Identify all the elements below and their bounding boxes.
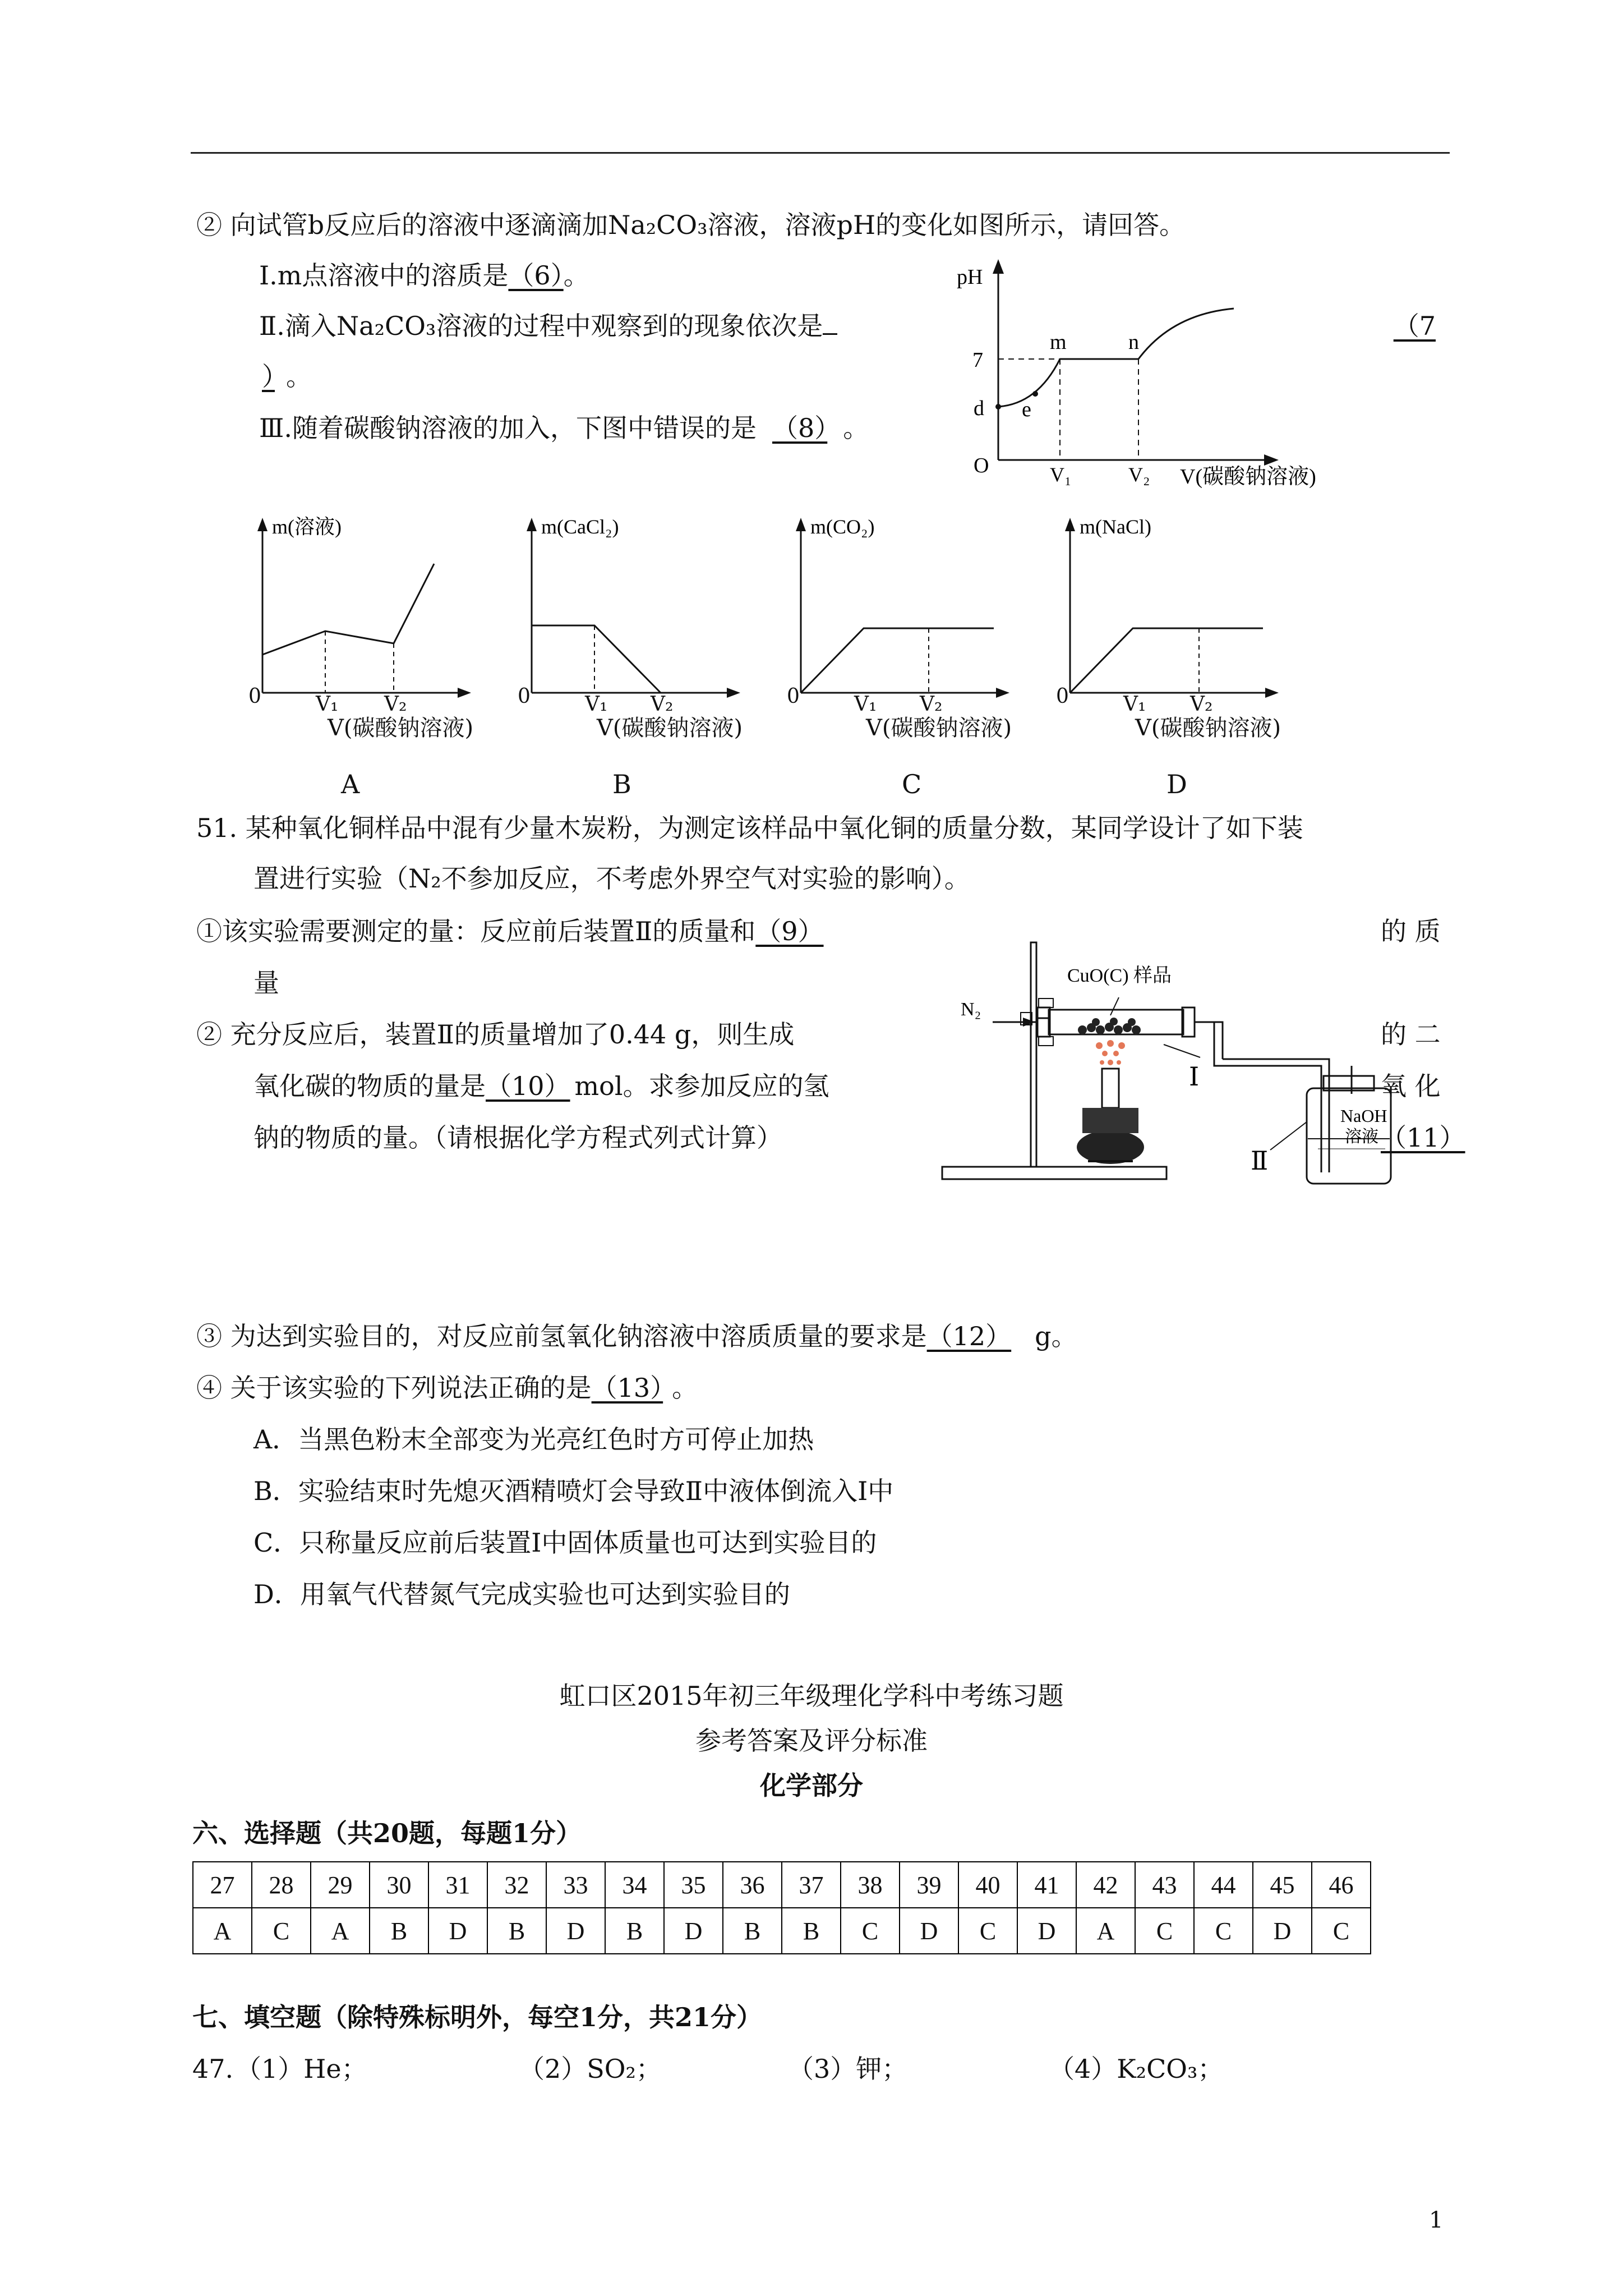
answer-table-question-number: 33: [546, 1862, 605, 1908]
q47-answer-4: （4）K₂CO₃；: [1049, 2054, 1224, 2084]
answer-table-question-number: 39: [900, 1862, 958, 1908]
q51-p1-right: 的 质: [1381, 916, 1441, 946]
graph-a-letter: A: [341, 769, 360, 799]
ph-point-d: d: [974, 397, 984, 420]
graph-a: [247, 508, 482, 710]
q51-p2-right: 的 二: [1381, 1019, 1441, 1050]
ph-origin: O: [974, 454, 989, 477]
graph-d-y-label: m(NaCl): [1080, 516, 1151, 538]
label-i: Ⅰ: [1189, 1062, 1200, 1091]
q51-p3: ③ 为达到实验目的，对反应前氢氧化钠溶液中溶质质量的要求是（12） g。: [196, 1321, 1077, 1351]
answer-table-answer-cell: D: [664, 1908, 723, 1954]
ph-tick-7: 7: [972, 348, 983, 372]
answer-table-number-row: [193, 1862, 1371, 1908]
graph-b-y-label: m(CaCl₂): [541, 516, 619, 538]
answer-table-question-number: 29: [311, 1862, 370, 1908]
answer-title-1: 虹口区2015年初三年级理化学科中考练习题: [559, 1681, 1064, 1711]
graph-c-v1: V₁: [854, 693, 877, 716]
graph-c-v2: V₂: [920, 693, 943, 716]
graph-c-origin: 0: [787, 685, 800, 708]
answer-table-answer-cell: C: [958, 1908, 1017, 1954]
answer-table-question-number: 35: [664, 1862, 723, 1908]
answer-table-answer-cell: C: [1312, 1908, 1371, 1954]
section7-heading: 七、填空题（除特殊标明外，每空1分，共21分）: [192, 2002, 763, 2032]
q50-part-ii: [259, 310, 837, 342]
graph-c: [785, 508, 1021, 710]
naoh-label: NaOH: [1340, 1106, 1387, 1126]
header-rule: [191, 152, 1450, 154]
answer-table-question-number: 30: [370, 1862, 428, 1908]
q50-i-text: Ⅰ.m点溶液中的溶质是: [259, 260, 509, 291]
q51-option-d: D．用氧气代替氮气完成实验也可达到实验目的: [253, 1579, 790, 1609]
q50-iii-text: Ⅲ.随着碳酸钠溶液的加入，下图中错误的是: [259, 413, 757, 443]
solution-label: 溶液: [1345, 1128, 1378, 1146]
q47-number: 47.: [192, 2054, 234, 2084]
answer-table-answer-cell: C: [1194, 1908, 1253, 1954]
ph-point-n: n: [1128, 330, 1139, 354]
graph-b-v2: V₂: [651, 693, 674, 716]
answer-table-question-number: 28: [252, 1862, 311, 1908]
label-ii: Ⅱ: [1251, 1147, 1269, 1175]
answer-table-answer-row: [193, 1908, 1371, 1954]
q50-part-ii-wrap: ） 。: [255, 361, 312, 392]
answer-table-question-number: 31: [428, 1862, 487, 1908]
answer-table-answer-cell: B: [782, 1908, 841, 1954]
q50-part-iii: Ⅲ.随着碳酸钠溶液的加入，下图中错误的是 （8） 。: [259, 413, 869, 443]
answer-table-answer-cell: A: [1076, 1908, 1135, 1954]
graph-d-letter: D: [1166, 769, 1187, 799]
q47-answer-2: （2）SO₂；: [519, 2054, 662, 2084]
answer-table-question-number: 42: [1076, 1862, 1135, 1908]
q51-p1: ①该实验需要测定的量：反应前后装置Ⅱ的质量和（9）: [196, 915, 865, 947]
answer-table-question-number: 46: [1312, 1862, 1371, 1908]
answer-table-question-number: 41: [1017, 1862, 1076, 1908]
q51-line1: 51. 某种氧化铜样品中混有少量木炭粉，为测定该样品中氧化铜的质量分数，某同学设计了如下装: [196, 813, 1303, 843]
ph-v2: V₂: [1128, 463, 1150, 486]
blank-10: （10）: [486, 1071, 570, 1101]
q51-p2-line3: 钠的物质的量。（请根据化学方程式列式计算）: [253, 1122, 782, 1153]
ph-x-label: V(碳酸钠溶液): [1180, 465, 1316, 489]
q47-answer-3: （3）钾；: [788, 2054, 908, 2084]
answer-title-2: 参考答案及评分标准: [695, 1726, 928, 1756]
answer-table-answer-cell: A: [193, 1908, 252, 1954]
graph-a-v1: V₁: [316, 693, 339, 716]
answer-table-question-number: 45: [1253, 1862, 1312, 1908]
answer-table-answer-cell: B: [487, 1908, 546, 1954]
graph-d-v1: V₁: [1123, 693, 1146, 716]
graph-b-origin: 0: [518, 685, 531, 708]
blank-9: （9）: [755, 916, 824, 946]
answer-table-question-number: 34: [605, 1862, 664, 1908]
ph-graph: [953, 247, 1357, 505]
blank-7-line: [823, 333, 837, 335]
graph-c-letter: C: [902, 769, 922, 799]
page-number: 1: [1429, 2207, 1444, 2233]
blank-13: （13）: [591, 1373, 663, 1403]
blank-7-right: （7: [1393, 311, 1436, 341]
q51-p2-line2: 氧化碳的物质的量是（10） mol。求参加反应的氢: [253, 1071, 829, 1101]
ph-point-m: m: [1050, 330, 1067, 354]
answer-table-answer-cell: B: [605, 1908, 664, 1954]
graph-d-v2: V₂: [1190, 693, 1213, 716]
answer-table-question-number: 44: [1194, 1862, 1253, 1908]
graph-a-v2: V₂: [384, 693, 407, 716]
answer-table-question-number: 43: [1135, 1862, 1194, 1908]
q51-p2-line2-right: 氧 化: [1381, 1071, 1441, 1101]
blank-12: （12）: [926, 1321, 1012, 1351]
section6-heading: 六、选择题（共20题，每题1分）: [192, 1818, 582, 1848]
sample-label: CuO(C) 样品: [1067, 965, 1172, 986]
n2-label: N₂: [961, 999, 981, 1020]
answer-table-answer-cell: C: [252, 1908, 311, 1954]
answer-table-answer-cell: C: [1135, 1908, 1194, 1954]
answer-table-question-number: 36: [723, 1862, 782, 1908]
answer-table-answer-cell: D: [1253, 1908, 1312, 1954]
ph-y-label: pH: [957, 265, 983, 289]
answer-table: [192, 1861, 1371, 1954]
answer-table-answer-cell: C: [841, 1908, 900, 1954]
graph-b-v1: V₁: [585, 693, 608, 716]
graph-c-y-label: m(CO₂): [810, 516, 875, 538]
answer-table-question-number: 27: [193, 1862, 252, 1908]
answer-table-question-number: 40: [958, 1862, 1017, 1908]
q51-option-c: C．只称量反应前后装置Ⅰ中固体质量也可达到实验目的: [253, 1527, 877, 1558]
q47-answer-1: （1）He；: [236, 2054, 367, 2084]
answer-table-answer-cell: D: [546, 1908, 605, 1954]
q50-part-i: Ⅰ.m点溶液中的溶质是（6）。: [259, 260, 589, 291]
q51-p4: ④ 关于该实验的下列说法正确的是（13） 。: [196, 1373, 698, 1403]
apparatus-diagram: [909, 926, 1469, 1195]
ph-v1: V₁: [1050, 463, 1072, 486]
graph-a-y-label: m(溶液): [272, 516, 342, 538]
graph-d-x-label: V(碳酸钠溶液): [1135, 715, 1281, 741]
graph-a-x-label: V(碳酸钠溶液): [328, 715, 474, 741]
blank-7-close: ）: [262, 361, 275, 392]
graph-a-origin: 0: [248, 685, 261, 708]
q51-line2: 置进行实验（N₂不参加反应，不考虑外界空气对实验的影响）。: [253, 863, 970, 894]
graph-b: [516, 508, 751, 710]
answer-table-answer-cell: A: [311, 1908, 370, 1954]
blank-8: （8）: [772, 413, 828, 443]
graph-d-origin: 0: [1056, 685, 1069, 708]
answer-table-answer-cell: B: [723, 1908, 782, 1954]
answer-table-answer-cell: D: [1017, 1908, 1076, 1954]
answer-title-3: 化学部分: [760, 1770, 863, 1801]
q51-p2: ② 充分反应后，装置Ⅱ的质量增加了0.44 g，则生成: [196, 1019, 795, 1050]
q50-intro: ② 向试管b反应后的溶液中逐滴滴加Na₂CO₃溶液，溶液pH的变化如图所示，请回答。: [196, 210, 1186, 240]
q51-option-b: B．实验结束时先熄灭酒精喷灯会导致Ⅱ中液体倒流入Ⅰ中: [253, 1476, 894, 1506]
answer-table-answer-cell: D: [900, 1908, 958, 1954]
q51-option-a: A．当黑色粉末全部变为光亮红色时方可停止加热: [253, 1424, 814, 1455]
graph-d: [1054, 508, 1290, 710]
blank-11: （11）: [1381, 1122, 1465, 1153]
answer-table-answer-cell: B: [370, 1908, 428, 1954]
answer-table-answer-cell: D: [428, 1908, 487, 1954]
answer-table-question-number: 32: [487, 1862, 546, 1908]
graph-b-letter: B: [612, 769, 631, 799]
answer-table-question-number: 38: [841, 1862, 900, 1908]
ph-point-e: e: [1022, 398, 1031, 421]
answer-table-question-number: 37: [782, 1862, 841, 1908]
graph-c-x-label: V(碳酸钠溶液): [866, 715, 1012, 741]
blank-6: （6）: [508, 260, 564, 291]
q50-ii-text: Ⅱ.滴入Na₂CO₃溶液的过程中观察到的现象依次是: [259, 311, 823, 341]
q51-p1-wrap: 量: [253, 968, 279, 998]
graph-b-x-label: V(碳酸钠溶液): [597, 715, 743, 741]
